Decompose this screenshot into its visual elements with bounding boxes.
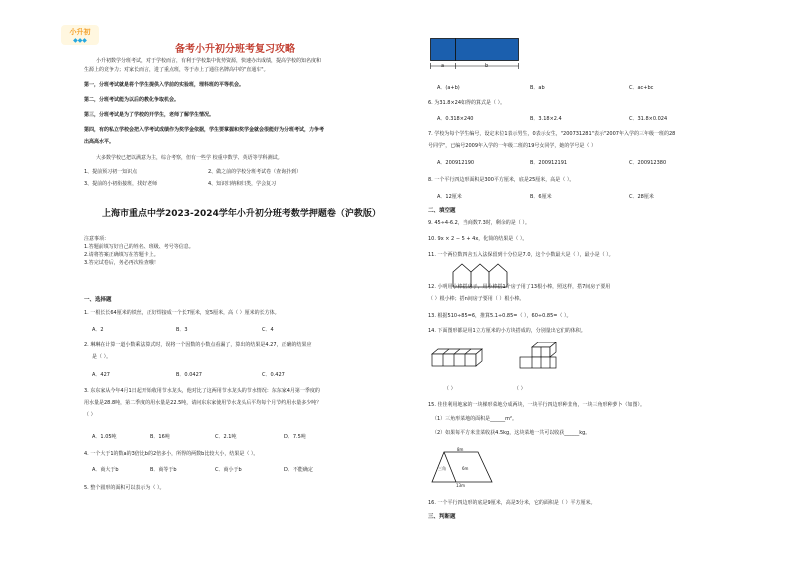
trap-label-tri: 三角 <box>438 466 446 471</box>
section-choice: 一、选择题 <box>84 297 112 303</box>
question-9: 9. 45÷4-6.2，当商数7.3时，剩余的是（ ）。 <box>428 220 530 226</box>
question-13: 13. 根据510÷85=6，推算5.1÷0.85=（ ），60÷0.85=（ ）。 <box>428 313 572 319</box>
notes-heading: 注意事项： <box>84 236 110 242</box>
q6-option-c: C．ac+bc <box>629 85 654 91</box>
exam-title: 上海市重点中学2023-2024学年小升初分班考数学押题卷（沪教版） <box>102 209 381 219</box>
cubes-figure-2 <box>518 342 560 370</box>
q2-option-c: C．0.427 <box>262 372 285 378</box>
q7-option-b: B．200912191 <box>530 160 568 166</box>
question-7b: 号同学"，已编号2009年入学的一年级二班的19号女同学，她的学号是（ ） <box>428 143 596 149</box>
q3-option-c: C．2.1吨 <box>215 434 237 440</box>
point-3: 第三，分班考试是为了学校的开学生，老师了解学生情况。 <box>84 112 215 118</box>
tip-1: 1、提前预习初一知识点 <box>84 169 138 175</box>
q4-option-b: B．商等于b <box>150 467 177 473</box>
section-fill: 二、填空题 <box>428 208 456 214</box>
q14-blank-2: （ ） <box>514 386 526 392</box>
question-7: 7. 学校为每个学生编号，设定末位1表示男生，0表示女生，"200731281"表示"2007年入学的三年级一班的28 <box>428 131 676 137</box>
q1-option-c: C．4 <box>262 327 274 333</box>
question-15: 15. 佳佳利用地家的一块梯形菜地分成两块，一块平行四边形种韭角，一块三角形种萝卜（如图）。 <box>428 402 646 408</box>
q3-option-b: B．16吨 <box>150 434 170 440</box>
fig-label-a: a <box>441 63 445 69</box>
summary: 大多数学校已把以满意为主，综合考察，但有一些学 校重中数学、英语等学科测试。 <box>96 155 283 161</box>
intro-line-1: 小升初数学分班考试，对于学校而言，有利于学校集中优势资源，快速办出成绩，提高学校的知名度和 <box>96 58 322 64</box>
question-3b: 用水量是28.8吨，第二季度的用水量是22.5吨，请问东东家使用节水龙头后平均每个月节约用水量多少吨？ <box>84 400 322 406</box>
question-3c: （ ） <box>84 412 96 418</box>
trap-label-top: 8m <box>457 447 464 452</box>
question-1: 1. 一根长长64厘米的铁丝，正好焊接成一个长7厘米，宽5厘米，高（ ）厘米的长方体。 <box>84 310 280 316</box>
cubes-figure-1 <box>430 346 486 368</box>
q4-option-d: D．不能确定 <box>284 467 313 473</box>
trap-label-bottom: 13m <box>456 483 465 488</box>
question-16: 16. 一个平行四边形的底是9厘米，高是3分米，它的面积是（ ）平方厘米。 <box>428 500 596 506</box>
q1-option-b: B．3 <box>176 327 188 333</box>
q2-option-b: B．0.0427 <box>176 372 202 378</box>
trap-label-height: 6m <box>462 466 469 471</box>
point-2: 第二，分班考试能为以后的教化争取机会。 <box>84 97 180 103</box>
q6b-option-b: B．3.18×2.4 <box>530 116 562 122</box>
q8-option-c: C．28厘米 <box>629 194 654 200</box>
q8-option-a: A．12厘米 <box>437 194 462 200</box>
question-4: 4. 一个大于1的数a的3倍比b的2倍多小，所得的两数b比较大小，结果是（ ）。 <box>84 451 259 457</box>
q6b-option-c: C．31.8×0.024 <box>629 116 668 122</box>
q6b-option-a: A．0.318×240 <box>437 116 474 122</box>
question-10: 10. 9x × 2 − 5 + 4x，化简的结果是（ ）。 <box>428 236 528 242</box>
question-14: 14. 下面图形都是用1立方厘米的小方块搭成的，分别量出它们的体积。 <box>428 328 586 334</box>
fig-label-b: b <box>485 63 489 69</box>
q7-option-c: C．200912380 <box>629 160 667 166</box>
brand-logo <box>60 24 100 46</box>
point-4: 第四，有的私立学校会把入学考试成绩作为奖学金依据，学生要掌握和奖学金就会很能好为分班考试，力争考 <box>84 127 325 133</box>
question-15-2: （2）如果每平方米韭菜收获4.5kg，这块菜地一共可以收获______kg。 <box>432 430 591 436</box>
q1-option-a: A．2 <box>92 327 104 333</box>
tip-2: 2、做之前的学校分班考试卷（查询扑到） <box>208 169 302 175</box>
question-2b: 是（ ）。 <box>92 354 112 360</box>
tip-4: 4、知识归纳和归类，学会复习 <box>208 181 277 187</box>
question-11: 11. 一个两位数四舍五入法保留到十分位是7.0，这个小数最大是（ ），最小是（ ）。 <box>428 252 614 258</box>
question-12: 12. 小明用小棒搭房子，用小棒搭1个房子用了13根小棒，照这样，搭7间房子要用 <box>428 284 611 290</box>
point-4b: 出高高水平。 <box>84 139 115 145</box>
q14-blank-1: （ ） <box>444 386 456 392</box>
q4-option-a: A．商大于b <box>92 467 119 473</box>
point-1: 第一，分班考试就是将个学生提供入学前的实验班，理科班的平等机会。 <box>84 82 245 88</box>
note-2: 2.请将答案正确填写在答题卡上。 <box>84 252 159 258</box>
q6-option-a: A．(a+b) <box>437 85 460 91</box>
svg-text:小升初: 小升初 <box>69 28 91 36</box>
question-12b: （ ）根小棒；搭n间房子要用（ ）根小棒。 <box>428 296 525 302</box>
question-8: 8. 一个平行四边形面积是300平方厘米，底是25厘米，高是（ ）。 <box>428 177 575 183</box>
question-15-1: （1）三角形菜地的面积是______m²。 <box>432 416 518 422</box>
question-6: 6. 为31.8×24如得的算式是（ ）。 <box>428 100 506 106</box>
tip-3: 3、提前的小初衔接班，找好老师 <box>84 181 158 187</box>
question-2: 2. 琳琳在计算一道小数乘法算式时，误将一个因数的小数点看漏了，算出的结果是4.27，正确的结果应 <box>84 342 312 348</box>
q3-option-a: A．1.05吨 <box>92 434 117 440</box>
question-3: 3. 东东家从今年4月1日起开始收用节水龙头，他对比了这两用节水龙头的节水情况：东东家4月第一季度的 <box>84 388 320 394</box>
q2-option-a: A．427 <box>92 372 110 378</box>
question-5: 5. 整个圆形的面积可以表示为（ ）。 <box>84 485 165 491</box>
q4-option-c: C．商小于b <box>215 467 242 473</box>
note-1: 1.答题前填写好自己的姓名、班级、考号等信息。 <box>84 244 194 250</box>
guide-title: 备考小升初分班考复习攻略 <box>175 44 295 55</box>
q3-option-d: D．7.5吨 <box>284 434 306 440</box>
q8-option-b: B．6厘米 <box>530 194 552 200</box>
intro-line-2: 生源上的竞争力；对家长而言，进了重点班，等于赤上了通往名牌高中的"直通车"。 <box>84 67 269 73</box>
rectangle-figure <box>430 38 530 72</box>
q7-option-a: A．200912190 <box>437 160 475 166</box>
q6-option-b: B．ab <box>530 85 545 91</box>
section-judge: 三、判断题 <box>428 514 456 520</box>
note-3: 3.答完试卷后，务必再次检查哦！ <box>84 260 159 266</box>
svg-text:◆◆◆: ◆◆◆ <box>73 37 87 44</box>
